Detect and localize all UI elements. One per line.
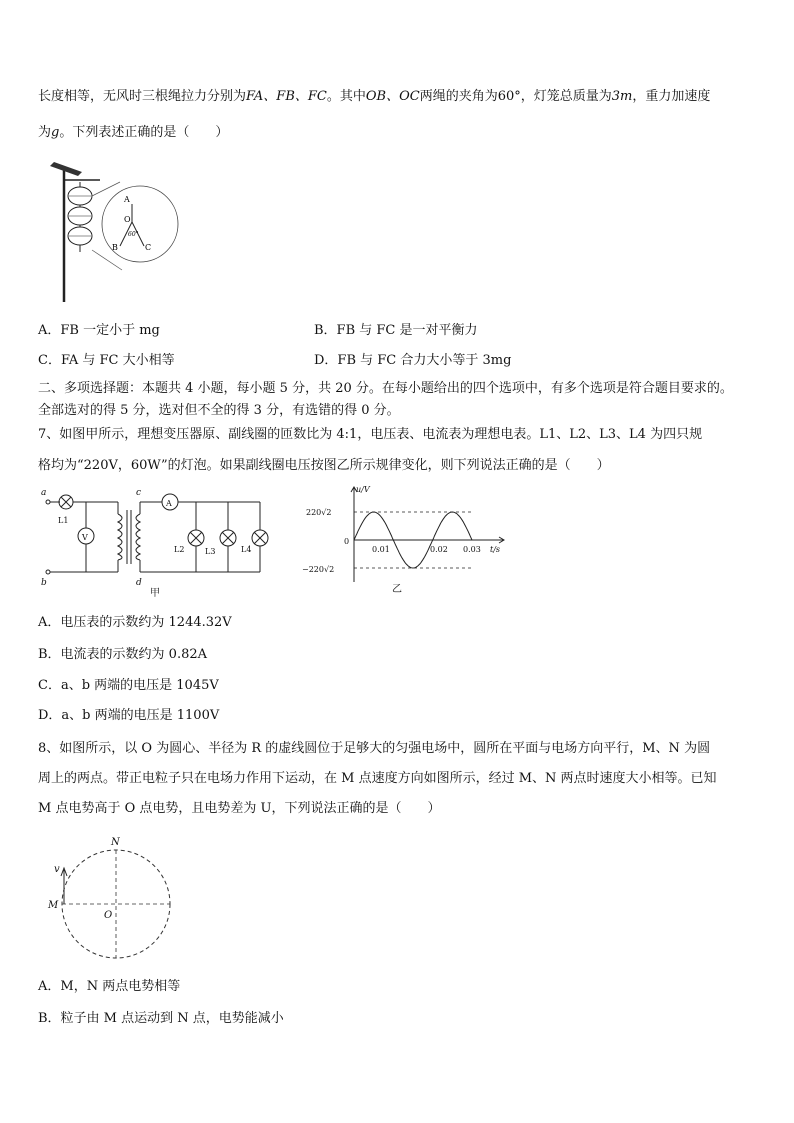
lamp-l3: L3 [205,547,216,556]
q6-stem-line1 [38,88,710,106]
q8-stem-line3: M 点电势高于 O 点电势，且电势差为 U，下列说法正确的是（ ） [38,801,441,816]
velocity-v: v [54,864,60,875]
section2-line2: 全部选对的得 5 分，选对但不全的得 3 分，有选错的得 0 分。 [38,403,400,418]
q6-text: 为 [38,125,52,140]
lamp-l2: L2 [174,545,185,554]
q7-option-b: B．电流表的示数约为 0.82A [38,647,208,662]
ammeter-label: A [166,499,172,508]
q6-option-c: C．FA 与 FC 大小相等 [38,353,175,368]
q6-forces: FA、FB、FC [246,89,327,104]
lamp-l1: L1 [58,516,69,525]
q8-option-b: B．粒子由 M 点运动到 N 点，电势能减小 [38,1011,284,1026]
q6-text: 两绳的夹角为60°，灯笼总质量为 [419,89,612,104]
q7-stem-line1: 7、如图甲所示，理想变压器原、副线圈的匝数比为 4:1，电压表、电流表为理想电表。L1、L2、L3、L4 为四只规 [38,427,703,442]
q6-mass: 3m [611,89,633,104]
fig-label-angle: 60° [128,231,139,238]
q6-text: 长度相等，无风时三根绳拉力分别为 [38,89,247,104]
q6-text: 。下列表述正确的是（ ） [59,125,229,140]
fig-label-o: O [124,215,131,224]
q7-option-d: D．a、b 两端的电压是 1100V [38,708,220,723]
graph-ymax: 220√2 [306,508,332,517]
q6-text: ，重力加速度 [632,89,711,104]
q8-stem-line2: 周上的两点。带正电粒子只在电场力作用下运动，在 M 点速度方向如图所示，经过 M、N 两点时速度大小相等。已知 [38,771,717,786]
terminal-a: a [41,488,47,498]
fig-label-a: A [124,195,130,204]
lamp-l4: L4 [241,545,252,554]
q6-option-a: A．FB 一定小于 mg [38,323,160,338]
graph-ymin: −220√2 [302,565,335,574]
graph-ylabel: u/V [356,485,370,494]
q6-option-b: B．FB 与 FC 是一对平衡力 [314,323,478,338]
fig-label-b: B [112,243,118,252]
graph-xlabel: t/s [490,545,501,554]
graph-origin: 0 [344,537,350,546]
terminal-b: b [41,578,47,588]
point-m: M [48,900,59,911]
q6-ropes: OB、OC [365,89,420,104]
q8-option-a: A．M，N 两点电势相等 [38,979,181,994]
circuit-caption: 甲 [150,588,160,599]
q7-stem-line2: 格均为“220V，60W”的灯泡。如果副线圈电压按图乙所示规律变化，则下列说法正确的是（ ） [38,458,610,473]
q6-g: g [51,125,60,140]
q6-option-d: D．FB 与 FC 合力大小等于 3mg [314,353,512,368]
voltage-graph [300,484,512,596]
fig-label-c: C [145,243,152,252]
field-circle-figure [44,832,174,962]
point-n: N [111,837,120,848]
graph-caption: 乙 [392,584,402,595]
terminal-c: c [136,488,142,498]
q6-stem-line2 [38,124,228,142]
section2-line1: 二、多项选择题：本题共 4 小题，每小题 5 分，共 20 分。在每小题给出的四个选项中，有多个选项是符合题目要求的。 [38,381,733,396]
graph-t2: 0.02 [430,545,448,554]
point-o: O [104,910,113,921]
q8-stem-line1: 8、如图所示，以 O 为圆心、半径为 R 的虚线圆位于足够大的匀强电场中，圆所在平面与电场方向平行，M、N 为圆 [38,741,711,756]
graph-t1: 0.01 [372,545,390,554]
transformer-circuit [38,484,270,600]
q7-option-a: A．电压表的示数约为 1244.32V [38,615,232,630]
q7-option-c: C．a、b 两端的电压是 1045V [38,678,219,693]
voltmeter-label: V [82,533,88,542]
graph-t3: 0.03 [463,545,481,554]
terminal-d: d [136,578,142,588]
lantern-figure [40,160,180,305]
q6-text: 。其中 [326,89,366,104]
